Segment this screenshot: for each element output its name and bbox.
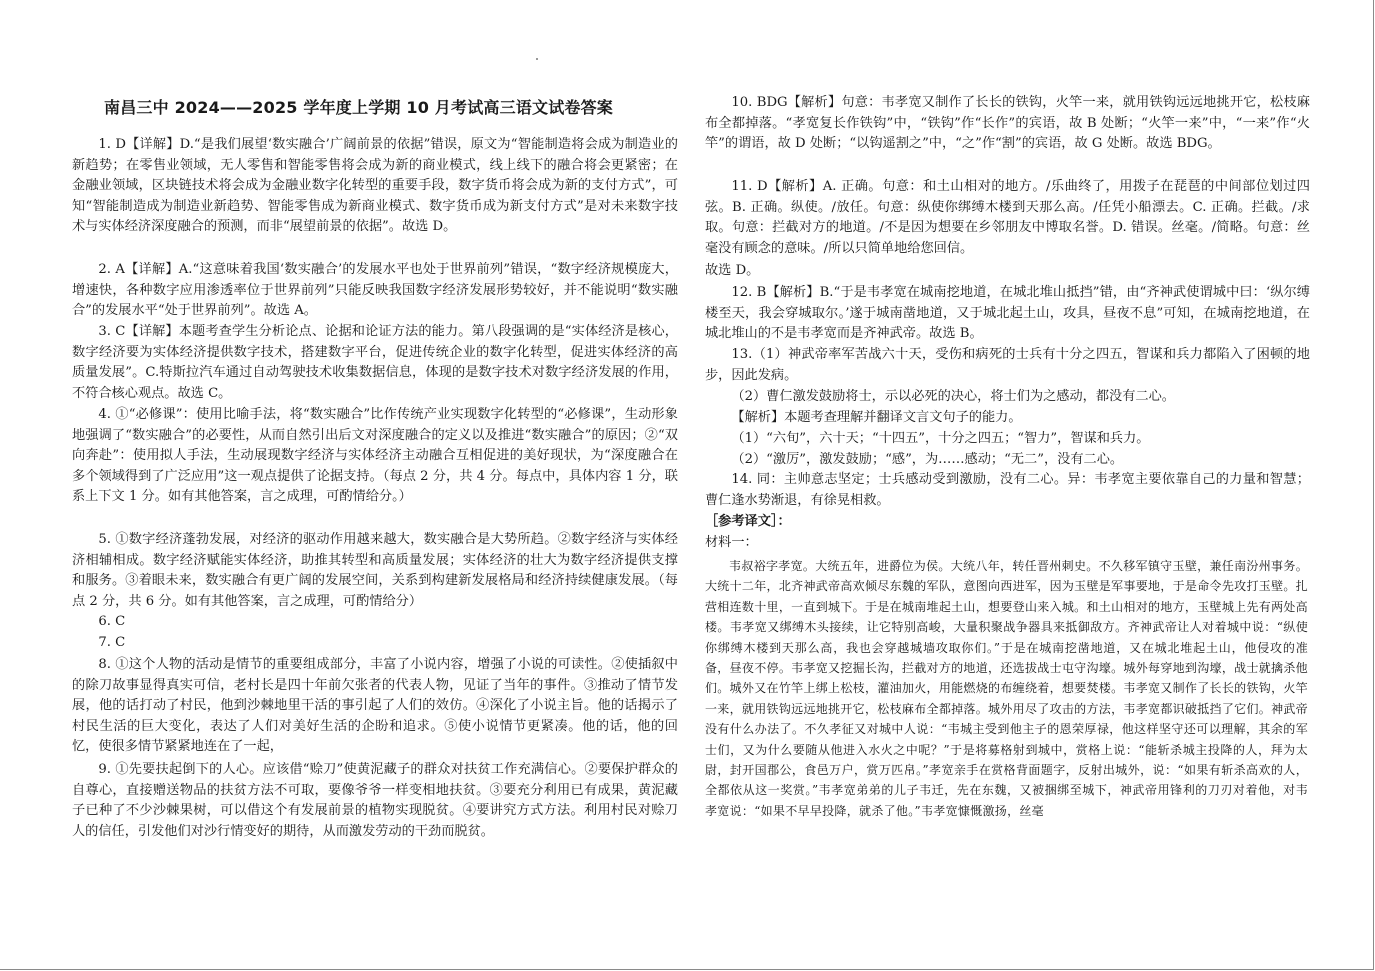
answer-5: 5. ①数字经济蓬勃发展，对经济的驱动作用越来越大，数实融合是大势所趋。②数字经济与实体经济相辅相成。数字经济赋能实体经济，助推其转型和高质量发展；实体经济的壮大为数字经济提供支撑和服务。③着眼未来，数实融合有更广阔的发展空间，关系到构建新发展格局和经济持续健康发展。（每点 2 分，共 6 分。如有其他答案，言之成理，可酌情给分）: [72, 532, 678, 609]
answer-12: 12. B【解析】B.“于是韦孝宽在城南挖地道，在城北堆山抵挡”错，由“齐神武使谓城中曰：‘纵尔缚楼至天，我会穿城取尔。’遂于城南凿地道，又于城北起土山，攻具，昼夜不息”可知，在城南挖地道，在城北堆山的不是韦孝宽而是齐神武帝。故选 B。: [705, 285, 1310, 342]
material-one-label: 材料一：: [705, 535, 758, 550]
answer-11-conclusion: 故选 D。: [705, 263, 760, 278]
answer-6: 6. C: [98, 614, 126, 629]
answer-10: 10. BDG【解析】句意：韦孝宽又制作了长长的铁钩，火竿一来，就用铁钩远远地挑开它，松枝麻布全都掉落。“孝宽复长作铁钩”中，“铁钩”作“长作”的宾语，故 B 处断；“火竿一来”中，“一来”作“火竿”的谓语，故 D 处断；“以钩遥割之”中，“之”作“割”的宾语，故 G 处断。故选 BDG。: [705, 95, 1310, 152]
answer-8: 8. ①这个人物的活动是情节的重要组成部分，丰富了小说内容，增强了小说的可读性。②使插叙中的除刀故事显得真实可信，老村长是四十年前欠张者的代表人物，见证了当年的事件。③推动了情节发展，他的话打动了村民，他到沙棘地里干活的事引起了人们的效仿。④深化了小说主旨。他的话揭示了村民生活的巨大变化，表达了人们对美好生活的企盼和追求。⑤使小说情节更紧凑。他的话，他的回忆，使很多情节紧紧地连在了一起，: [72, 657, 678, 755]
answer-13-note-1: （1）“六旬”，六十天；“十四五”，十分之四五；“智力”，智谋和兵力。: [731, 431, 1150, 446]
translation-text: 韦叔裕字孝宽。大统五年，进爵位为侯。大统八年，转任晋州刺史。不久移军镇守玉壁，兼任南汾州事务。大统十二年，北齐神武帝高欢倾尽东魏的军队，意图向西进军，因为玉壁是军事要地，于是命令先攻打玉壁。扎营相连数十里，一直到城下。于是在城南堆起土山，想要登山来入城。和土山相对的地方，玉壁城上先有两处高楼。韦孝宽又绑缚木头接续，让它特别高峻，大量积聚战争器具来抵御敌方。齐神武帝让人对着城中说：“纵使你绑缚木楼到天那么高，我也会穿越城墙攻取你们。”于是在城南挖凿地道，又在城北堆起土山，他侵攻的准备，昼夜不停。韦孝宽又挖掘长沟，拦截对方的地道，还选拔战士屯守沟壕。城外每穿地到沟壕，战士就擒杀他们。城外又在竹竿上绑上松枝，灌油加火，用能燃烧的布缠绕着，想要焚楼。韦孝宽又制作了长长的铁钩，火竿一来，就用铁钩远远地挑开它，松枝麻布全都掉落。城外用尽了攻击的方法，韦孝宽都识破抵挡了它们。神武帝没有什么办法了。不久孝征又对城中人说：“韦城主受到他主子的恩荣厚禄，他这样坚守还可以理解，其余的军士们，又为什么要随从他进入水火之中呢？”于是将募格射到城中，赏格上说：“能斩杀城主投降的人，拜为太尉，封开国郡公，食邑万户，赏万匹帛。”孝宽亲手在赏格背面题字，反射出城外，说：“如果有斩杀高欢的人，全都依从这一奖赏。”韦孝宽弟弟的儿子韦迁，先在东魏，又被捆绑至城下，神武帝用锋利的刀刃对着他，对韦孝宽说：“如果不早早投降，就杀了他。”韦孝宽慷慨激扬，丝毫: [705, 559, 1308, 818]
answer-3: 3. C【详解】本题考查学生分析论点、论据和论证方法的能力。第八段强调的是“实体经济是核心，数字经济要为实体经济提供数字技术，搭建数字平台，促进传统企业的数字化转型，促进实体经济的高质量发展”。C.特斯拉汽车通过自动驾驶技术收集数据信息，体现的是数字技术对数字经济发展的作用，不符合核心观点。故选 C。: [72, 324, 678, 401]
document-title: 南昌三中 2024——2025 学年度上学期 10 月考试高三语文试卷答案: [104, 98, 614, 117]
answer-7: 7. C: [98, 635, 126, 650]
answer-13-note-2: （2）“激厉”，激发鼓励；“感”，为……感动；“无二”，没有二心。: [731, 452, 1124, 467]
answer-4: 4. ①“必修课”：使用比喻手法，将“数实融合”比作传统产业实现数字化转型的“必修课”，生动形象地强调了“数实融合”的必要性，从而自然引出后文对深度融合的定义以及推进“数实融合”的原因；②“双向奔赴”：使用拟人手法，生动展现数字经济与实体经济主动融合互相促进的美好现状，为“深度融合在多个领域得到了广泛应用”这一观点提供了论据支持。（每点 2 分，共 4 分。每点中，具体内容 1 分，联系上下文 1 分。如有其他答案，言之成理，可酌情给分。）: [72, 407, 678, 505]
answer-1: 1. D【详解】D.“是我们展望‘数实融合’广阔前景的依据”错误，原文为“智能制造将会成为制造业的新趋势；在零售业领域，无人零售和智能零售将会成为新的商业模式，线上线下的融合将会更紧密；在金融业领域，区块链技术将会成为金融业数字化转型的重要手段，数字货币将会成为新的支付方式”，可知“智能制造成为制造业新趋势、智能零售成为新商业模式、数字货币成为新支付方式”是对未来数字技术与实体经济深度融合的预测，而非“展望前景的依据”。故选 D。: [72, 137, 678, 235]
answer-13-1: 13.（1）神武帝率军苦战六十天，受伤和病死的士兵有十分之四五，智谋和兵力都陷入了困顿的地步，因此发病。: [705, 347, 1310, 383]
answer-13-2: （2）曹仁激发鼓励将士，示以必死的决心，将士们为之感动，都没有二心。: [731, 389, 1175, 404]
reference-translation-heading: ［参考译文］：: [705, 514, 791, 529]
answer-14: 14. 同：主帅意志坚定；士兵感动受到激励，没有二心。异：韦孝宽主要依靠自己的力量和智慧；曹仁逢水势渐退，有徐晃相救。: [705, 472, 1310, 508]
answer-13-analysis: 【解析】本题考查理解并翻译文言文句子的能力。: [731, 410, 1022, 425]
scan-speck: [536, 58, 538, 60]
answer-9: 9. ①先要扶起倒下的人心。应该借“赊刀”使黄泥藏子的群众对扶贫工作充满信心。②要保护群众的自尊心，直接赠送物品的扶贫方法不可取，要像爷爷一样变相地扶贫。③要充分利用已有成果，黄泥藏子已种了不少沙棘果树，可以借这个有发展前景的植物实现脱贫。④要讲究方式方法。利用村民对赊刀人的信任，引发他们对沙行情变好的期待，从而激发劳动的干劲而脱贫。: [72, 762, 678, 839]
answer-2: 2. A【详解】A.“这意味着我国‘数实融合’的发展水平也处于世界前列”错误，“数字经济规模庞大，增速快，各种数字应用渗透率位于世界前列”只能反映我国数字经济发展形势较好，并不能说明“数实融合”的发展水平“处于世界前列”。故选 A。: [72, 262, 678, 319]
answer-11: 11. D【解析】A. 正确。句意：和土山相对的地方。/乐曲终了，用拨子在琵琶的中间部位划过四弦。B. 正确。纵使。/放任。句意：纵使你绑缚木楼到天那么高。/任凭小船漂去。C. 正确。拦截。/求取。句意：拦截对方的地道。/不是因为想要在乡邻朋友中博取名誉。D. 错误。丝毫。/简略。句意：丝毫没有顾念的意味。/所以只简单地给您回信。: [705, 179, 1310, 256]
